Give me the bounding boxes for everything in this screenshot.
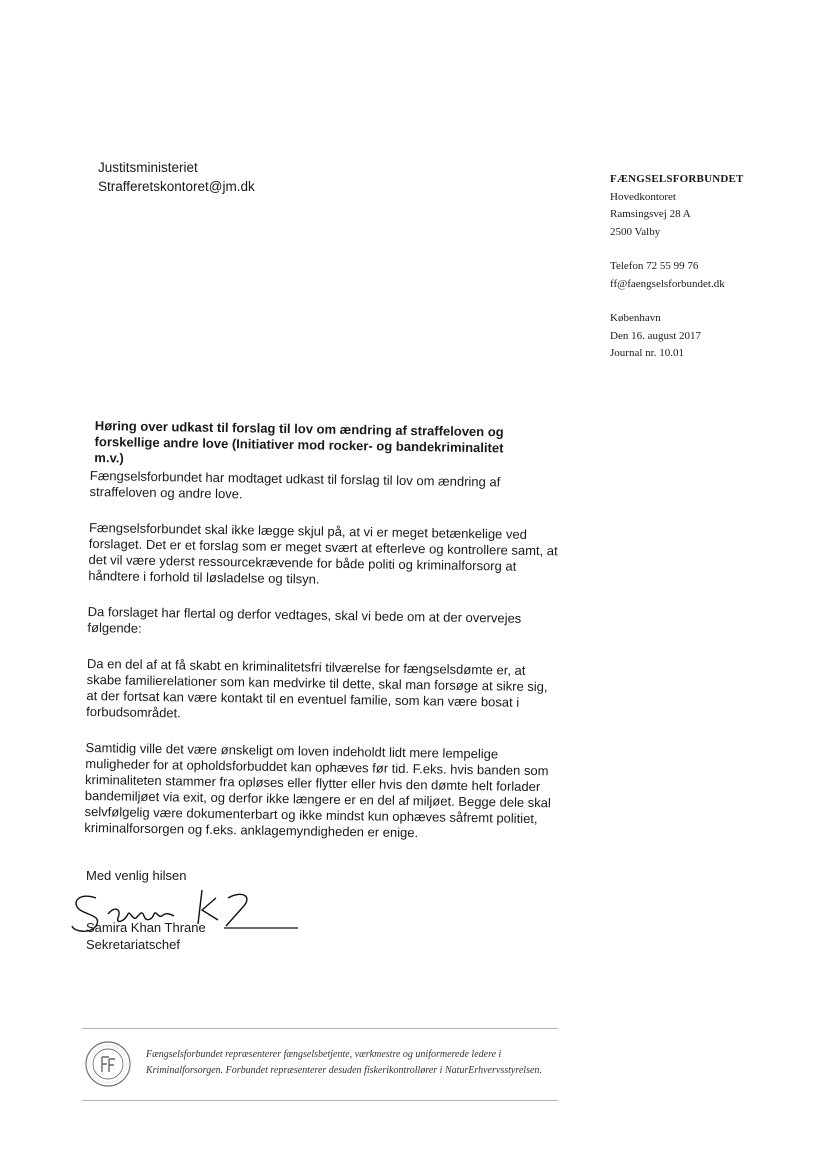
spacer [610, 293, 744, 310]
recipient-block [98, 158, 255, 196]
sender-phone: Telefon 72 55 99 76 [610, 260, 699, 272]
body-paragraph: Samtidig ville det være ønskeligt om loven indeholdt lidt mere lempelige muligheder for at opholdsforbuddet kan ophæves før tid. F.eks. hvis banden som kriminaliteten stammer fra opløses eller flytter eller hvis den dømte helt forlader bandemiljøet via exit, og derfor ikke længere er en del af miljøet. Begge dele skal selvfølgelig være dokumenterbart og ikke mindst kun ophæves såfremt politiet, kriminalforsorgen og f.eks. anklagemyndigheden er enige. [84, 739, 551, 841]
letter-body [84, 468, 562, 863]
journal-number: Journal nr. 10.01 [610, 347, 684, 359]
letter-place: København [610, 312, 661, 324]
closing-greeting: Med venlig hilsen [86, 868, 187, 883]
body-paragraph: Fængselsforbundet skal ikke lægge skjul på, at vi er meget betænkelige ved forslaget. Det er et forslag som er meget svært at efterleve og kontrollere samt, at det vil være yderst ressourcekrævende for både politi og kriminalforsorg at håndtere i forhold til løsladelse og tilsyn. [88, 519, 558, 587]
sender-city: 2500 Valby [610, 225, 661, 238]
body-paragraph: Da forslaget har flertal og derfor vedtages, skal vi bede om at der overvejes følgende: [87, 603, 522, 636]
letter-date: Den 16. august 2017 [610, 329, 702, 342]
footer-divider [82, 1028, 558, 1029]
body-paragraph: Da en del af at få skabt en kriminalitetsfri tilværelse for fængselsdømte er, at skabe familierelationer som kan medvirke til dette, skal man forsøge at sikre sig, at der fortsat kan være kontakt til en eventuel familie, som kan være bosat i forbudsområdet. [86, 655, 548, 721]
sender-office: Hovedkontoret [610, 190, 676, 203]
sender-street: Ramsingsvej 28 A [610, 208, 691, 220]
recipient-name: Justitsministeriet [98, 160, 198, 175]
footer-text: Fængselsforbundet repræsenterer fængselsbetjente, værkmestre og uniformerede ledere i Kriminalforsorgen. Forbundet repræsenterer desuden fiskerikontrollører i NaturErhvervsstyrelsen. [146, 1049, 542, 1076]
body-paragraph: Fængselsforbundet har modtaget udkast til forslag til lov om ændring af straffeloven og andre love. [89, 468, 501, 502]
sender-block [610, 171, 744, 363]
sender-email: ff@faengselsforbundet.dk [610, 277, 725, 290]
footer-divider [82, 1100, 558, 1101]
signatory-title: Sekretariatschef [86, 937, 180, 952]
union-seal-logo [84, 1040, 132, 1088]
signatory-name: Samira Khan Thrane [86, 920, 206, 935]
sender-org: FÆNGSELSFORBUNDET [610, 173, 744, 185]
letter-subject: Høring over udkast til forslag til lov om ændring af straffeloven og forskellige andre love (Initiativer mod rocker- og bandekriminalitet m.v.) [94, 418, 504, 466]
spacer [610, 241, 744, 258]
recipient-email: Strafferetskontoret@jm.dk [98, 179, 255, 194]
